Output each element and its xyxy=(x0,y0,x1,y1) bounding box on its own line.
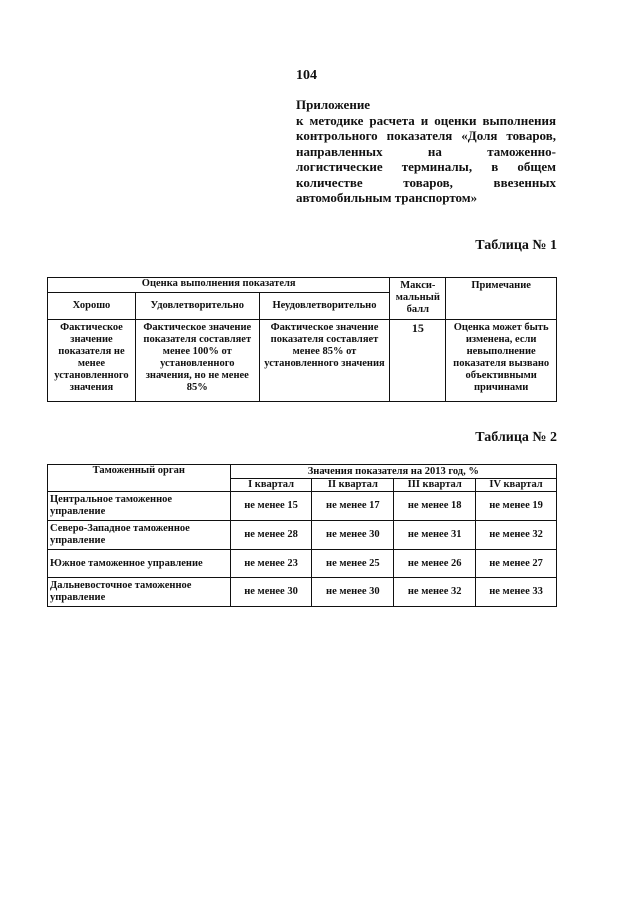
table2-header-quarter: IV квартал xyxy=(476,479,557,492)
table2-header-org: Таможенный орган xyxy=(48,465,231,492)
table1 xyxy=(47,277,557,402)
table1-note-label: Примечание xyxy=(471,280,531,291)
table1-group-header: Оценка выполнения показателя xyxy=(48,278,390,293)
appendix-header xyxy=(296,97,556,206)
table2-value: не менее 32 xyxy=(394,578,476,607)
appendix-line: контрольного показателя «Доля товаров, xyxy=(296,128,556,143)
table2-header-quarter: II квартал xyxy=(312,479,394,492)
table2-value: не менее 15 xyxy=(230,492,312,521)
table-row xyxy=(48,550,557,578)
table1-max-score-label: Макси-мальный балл xyxy=(395,280,440,315)
table1-header-unsatisfactory: Неудовлетворительно xyxy=(259,293,390,320)
table1-cell-satisfactory xyxy=(135,320,259,402)
table1-cell-note xyxy=(446,320,557,402)
table2-org-name: Южное таможенное управление xyxy=(48,550,231,578)
table1-header-good: Хорошо xyxy=(48,293,136,320)
table1-cell-good xyxy=(48,320,136,402)
table2-value: не менее 26 xyxy=(394,550,476,578)
table2-value: не менее 33 xyxy=(476,578,557,607)
table2-org-name: Северо-Западное таможенное управление xyxy=(48,521,231,550)
table1-caption: Таблица № 1 xyxy=(475,238,557,253)
table2-value: не менее 30 xyxy=(230,578,312,607)
table1-cell-unsatisfactory-text: Фактическое значение показателя составляет менее 85% от установленного значения xyxy=(264,322,385,369)
table1-cell-satisfactory-text: Фактическое значение показателя составляет менее 100% от установленного значения, но не менее 85% xyxy=(143,322,252,393)
table2-group-header: Значения показателя на 2013 год, % xyxy=(230,465,556,479)
table2-value: не менее 31 xyxy=(394,521,476,550)
table2-value: не менее 28 xyxy=(230,521,312,550)
table2-value: не менее 23 xyxy=(230,550,312,578)
table-row xyxy=(48,492,557,521)
table2-caption: Таблица № 2 xyxy=(475,430,557,445)
appendix-line: количестве товаров, ввезенных xyxy=(296,174,556,190)
table2-org-name: Дальневосточное таможенное управление xyxy=(48,578,231,607)
table2-value: не менее 30 xyxy=(312,578,394,607)
table2-header-quarter: III квартал xyxy=(394,479,476,492)
table2-value: не менее 27 xyxy=(476,550,557,578)
appendix-title: Приложение xyxy=(296,97,371,112)
table2-value: не менее 25 xyxy=(312,550,394,578)
table1-header-satisfactory: Удовлетворительно xyxy=(135,293,259,320)
page-number: 104 xyxy=(296,68,317,83)
table2 xyxy=(47,464,557,607)
table2-value: не менее 30 xyxy=(312,521,394,550)
table2-value: не менее 19 xyxy=(476,492,557,521)
appendix-line: логистические терминалы, в общем xyxy=(296,159,556,174)
table-row xyxy=(48,521,557,550)
appendix-line: направленных на таможенно- xyxy=(296,143,556,159)
table1-cell-unsatisfactory xyxy=(259,320,390,402)
appendix-line: к методике расчета и оценки выполнения xyxy=(296,112,556,128)
table1-cell-note-text: Оценка может быть изменена, если невыполнение показателя вызвано объективными причинами xyxy=(453,322,550,393)
table1-cell-max-score xyxy=(390,320,446,402)
table2-value: не менее 32 xyxy=(476,521,557,550)
table1-header-note xyxy=(446,278,557,320)
table1-cell-max-score-text: 15 xyxy=(411,321,424,335)
appendix-line: автомобильным транспортом» xyxy=(296,190,478,205)
table2-header-quarter: I квартал xyxy=(230,479,312,492)
table-row xyxy=(48,578,557,607)
table1-cell-good-text: Фактическое значение показателя не менее установленного значения xyxy=(54,322,129,393)
table2-org-name: Центральное таможенное управление xyxy=(48,492,231,521)
table1-header-max-score xyxy=(390,278,446,320)
table2-value: не менее 18 xyxy=(394,492,476,521)
table2-value: не менее 17 xyxy=(312,492,394,521)
